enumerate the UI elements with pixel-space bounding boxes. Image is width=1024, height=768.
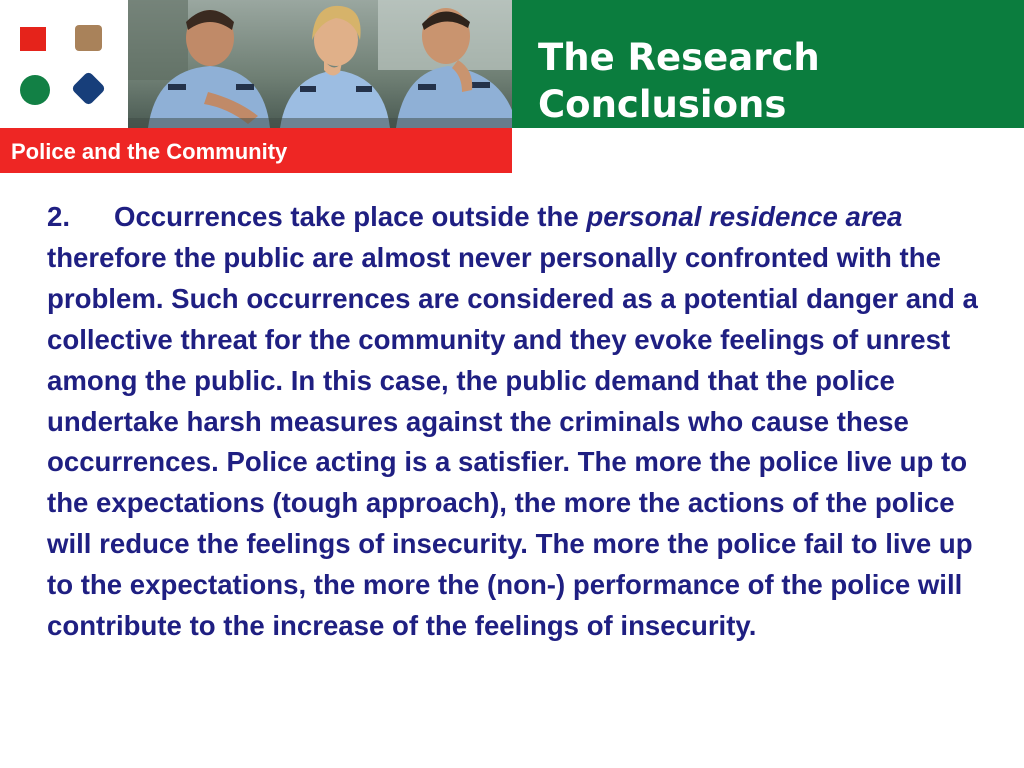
logo-red-square [20,27,46,51]
logo-green-circle [20,75,50,105]
item-number: 2. [47,201,71,232]
header-photo-police-officers [128,0,512,128]
logo-blue-diamond [71,71,106,106]
paragraph-rest: therefore the public are almost never personally confronted with the problem. Such occurrences are considered as a potential danger and a collective threat for the community and they evoke feelings of unrest among the public. In this case, the public demand that the police undertake harsh measures against the criminals who cause these occurrences. Police acting is a satisfier. The more the police live up to the expectations (tough approach), the more the actions of the police will reduce the feelings of insecurity. The more the police fail to live up to the expectations, the more the (non-) performance of the police will contribute to the increase of the feelings of insecurity. [47,241,978,642]
section-banner [0,128,512,173]
slide-title: The Research Conclusions [538,36,820,126]
paragraph-lead: Occurrences take place outside the [114,201,587,232]
logo-tan-square [75,25,102,51]
conclusion-paragraph [47,197,997,647]
emphasized-phrase: personal residence area [586,201,903,232]
section-label: Police and the Community [11,139,288,164]
logo [0,0,128,128]
title-panel [512,0,1024,128]
